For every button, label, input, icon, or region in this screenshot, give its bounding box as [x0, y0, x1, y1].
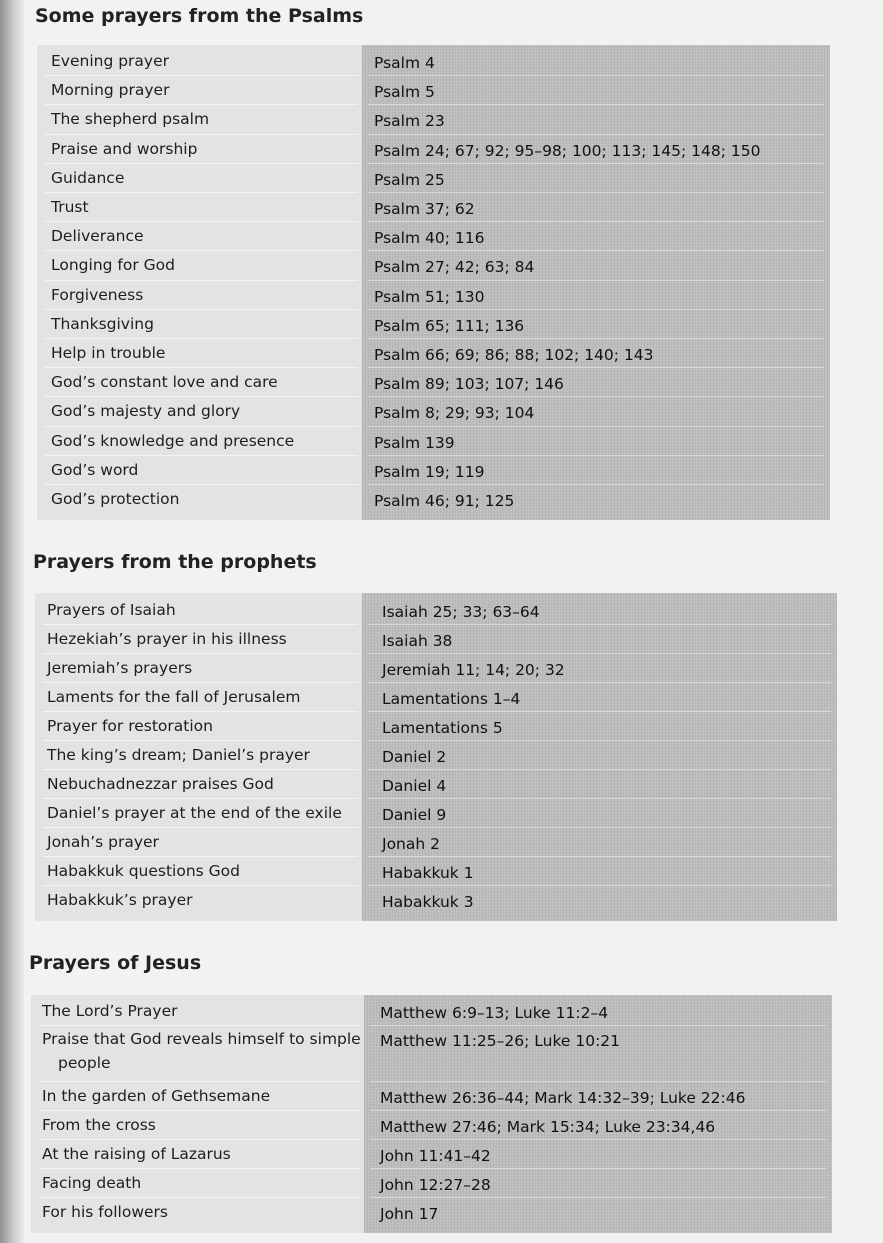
scripture-reference: Habakkuk 1 — [382, 864, 474, 882]
prayer-topic: Laments for the fall of Jerusalem — [47, 688, 301, 706]
prayer-topic: The king’s dream; Daniel’s prayer — [47, 746, 310, 764]
table-row — [37, 397, 830, 426]
table-row — [37, 339, 830, 368]
section-title: Prayers from the prophets — [33, 551, 317, 573]
table-row — [35, 799, 837, 828]
prayer-topic: Prayers of Isaiah — [47, 601, 176, 619]
prayer-topic: Longing for God — [51, 256, 175, 275]
table-row — [35, 625, 837, 654]
scripture-reference: Matthew 27:46; Mark 15:34; Luke 23:34,46 — [380, 1118, 716, 1136]
prayer-topic: Habakkuk’s prayer — [47, 891, 193, 909]
prayer-topic: Deliverance — [51, 227, 144, 246]
scripture-reference: Psalm 5 — [374, 83, 435, 102]
prayer-topic: From the cross — [42, 1116, 156, 1134]
scripture-reference: Psalm 40; 116 — [374, 229, 485, 248]
prayer-topic: Facing death — [42, 1174, 142, 1192]
table-row — [37, 193, 830, 222]
scripture-reference: Psalm 19; 119 — [374, 462, 485, 481]
scripture-reference: John 12:27–28 — [380, 1176, 491, 1194]
scripture-reference: Psalm 66; 69; 86; 88; 102; 140; 143 — [374, 346, 654, 364]
page-gutter-shadow — [0, 0, 24, 1243]
scripture-reference: Psalm 65; 111; 136 — [374, 316, 525, 335]
scripture-reference: Daniel 2 — [382, 748, 447, 766]
table-row — [35, 654, 837, 683]
prayer-topic: Morning prayer — [51, 81, 170, 100]
scripture-reference: Psalm 24; 67; 92; 95–98; 100; 113; 145; 148; 150 — [374, 141, 761, 160]
prayer-topic: Nebuchadnezzar praises God — [47, 775, 274, 793]
scripture-reference: Psalm 27; 42; 63; 84 — [374, 258, 535, 277]
table-row — [31, 1169, 832, 1198]
scripture-reference: Matthew 6:9–13; Luke 11:2–4 — [380, 1004, 609, 1022]
scripture-reference: Psalm 25 — [374, 170, 445, 189]
scripture-reference: John 17 — [380, 1205, 439, 1223]
scripture-reference: Psalm 46; 91; 125 — [374, 492, 515, 510]
scripture-reference: Psalm 139 — [374, 433, 455, 452]
table-row — [31, 997, 832, 1026]
table-row — [37, 222, 830, 251]
scripture-reference: Psalm 4 — [374, 54, 435, 72]
scripture-reference: Psalm 37; 62 — [374, 200, 475, 218]
prayer-topic: The shepherd psalm — [51, 110, 210, 129]
scripture-reference: Lamentations 5 — [382, 719, 503, 737]
table-row — [35, 741, 837, 770]
table-row — [37, 47, 830, 76]
table-row — [37, 310, 830, 339]
table-row — [31, 1140, 832, 1169]
prayer-topic: Help in trouble — [51, 344, 166, 362]
prayer-topic: At the raising of Lazarus — [42, 1145, 231, 1163]
prayer-table — [31, 995, 832, 1233]
prayer-topic: Jonah’s prayer — [47, 833, 159, 851]
table-row — [37, 164, 830, 193]
prayer-topic: For his followers — [42, 1203, 168, 1221]
table-row — [37, 427, 830, 456]
scripture-reference: Jeremiah 11; 14; 20; 32 — [382, 661, 565, 679]
table-row — [35, 712, 837, 741]
scripture-reference: Psalm 23 — [374, 112, 445, 131]
table-row — [35, 886, 837, 915]
prayer-topic: Trust — [51, 198, 89, 216]
table-row — [35, 683, 837, 712]
table-row — [31, 1111, 832, 1140]
prayer-topic: Forgiveness — [51, 285, 144, 304]
table-row — [37, 105, 830, 134]
scripture-reference: Psalm 8; 29; 93; 104 — [374, 404, 535, 423]
table-row — [31, 1082, 832, 1111]
prayer-topic: Thanksgiving — [51, 314, 154, 333]
table-row — [35, 828, 837, 857]
scripture-reference: Lamentations 1–4 — [382, 690, 521, 708]
table-row — [37, 281, 830, 310]
prayer-topic: Jeremiah’s prayers — [47, 659, 193, 677]
scripture-reference: Daniel 4 — [382, 777, 447, 795]
table-row — [31, 1198, 832, 1227]
prayer-topic: Prayer for restoration — [47, 717, 213, 735]
section-title: Prayers of Jesus — [29, 952, 202, 974]
table-row — [35, 596, 837, 625]
scripture-reference: Matthew 26:36–44; Mark 14:32–39; Luke 22:46 — [380, 1089, 746, 1107]
prayer-topic: God’s word — [51, 460, 139, 479]
table-row — [31, 1026, 832, 1082]
prayer-table — [37, 45, 830, 520]
prayer-topic: Praise that God reveals himself to simple people — [42, 1030, 361, 1072]
table-row — [35, 857, 837, 886]
table-row — [37, 456, 830, 485]
prayer-topic: Guidance — [51, 168, 125, 187]
scripture-reference: Matthew 11:25–26; Luke 10:21 — [380, 1032, 621, 1050]
prayer-topic: Evening prayer — [51, 52, 170, 70]
scripture-reference: Habakkuk 3 — [382, 893, 474, 911]
prayer-topic: God’s constant love and care — [51, 373, 278, 392]
prayer-topic: Hezekiah’s prayer in his illness — [47, 630, 287, 648]
section-title: Some prayers from the Psalms — [35, 5, 364, 27]
prayer-topic: Habakkuk questions God — [47, 862, 240, 880]
prayer-topic: God’s protection — [51, 490, 180, 508]
table-row — [37, 76, 830, 105]
table-row — [35, 770, 837, 799]
table-row — [37, 135, 830, 164]
prayer-topic: God’s knowledge and presence — [51, 431, 295, 450]
scripture-reference: Daniel 9 — [382, 806, 447, 824]
scripture-reference: John 11:41–42 — [380, 1147, 491, 1165]
scripture-reference: Psalm 51; 130 — [374, 287, 485, 306]
prayer-topic: God’s majesty and glory — [51, 402, 241, 421]
scripture-reference: Jonah 2 — [382, 835, 440, 853]
table-row — [37, 251, 830, 280]
table-row — [37, 485, 830, 514]
prayer-topic: The Lord’s Prayer — [42, 1002, 178, 1020]
prayer-table — [35, 593, 837, 921]
scripture-reference: Isaiah 25; 33; 63–64 — [382, 603, 540, 621]
prayer-topic: Praise and worship — [51, 139, 198, 158]
prayer-topic: In the garden of Gethsemane — [42, 1087, 271, 1105]
prayer-topic: Daniel’s prayer at the end of the exile — [47, 804, 342, 822]
table-row — [37, 368, 830, 397]
scripture-reference: Isaiah 38 — [382, 632, 453, 650]
scripture-reference: Psalm 89; 103; 107; 146 — [374, 375, 564, 394]
